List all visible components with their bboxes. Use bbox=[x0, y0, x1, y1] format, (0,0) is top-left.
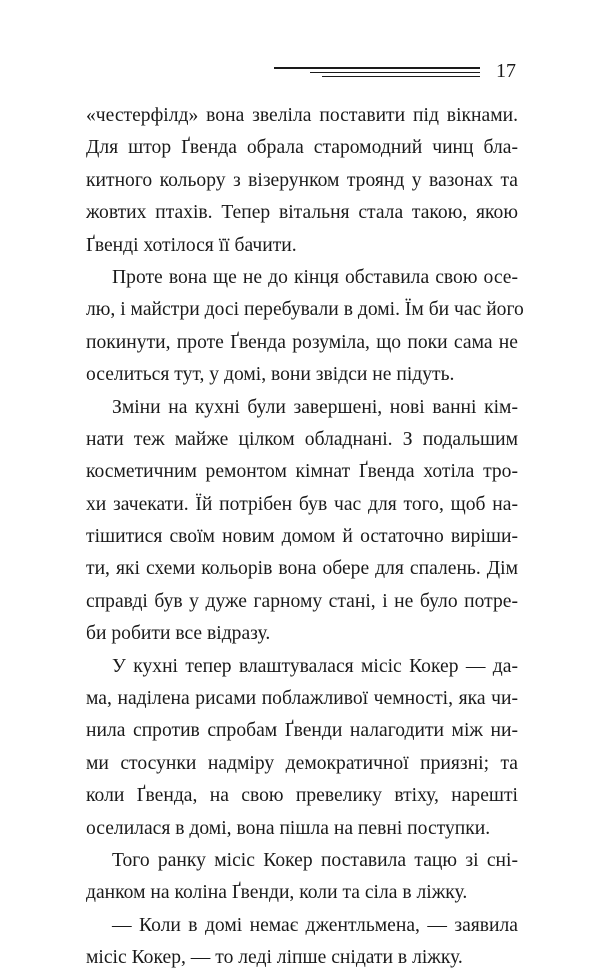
text-line: коли Ґвенда, на свою превелику втіху, нарешті bbox=[86, 785, 518, 807]
text-line: місіс Кокер, — то леді ліпше снідати в ліжку. bbox=[86, 947, 463, 969]
text-line: ми стосунки надміру демократичної приязні; та bbox=[86, 752, 518, 774]
text-line: лю, і майстри досі перебували в домі. Їм би час його bbox=[86, 299, 524, 321]
running-head bbox=[270, 58, 530, 84]
text-line: ма, наділена рисами поблажливої чемності, яка чи- bbox=[86, 688, 518, 710]
text-line: справді був у дуже гарному стані, і не було потре- bbox=[86, 590, 518, 612]
text-line: «честерфілд» вона звеліла поставити під вікнами. bbox=[86, 105, 518, 126]
text-line: ти, які схеми кольорів вона обере для спалень. Дім bbox=[86, 558, 518, 580]
text-line: Проте вона ще не до кінця обставила свою осе- bbox=[112, 266, 518, 288]
text-line: нила спротив спробам Ґвенди налагодити між ни- bbox=[86, 720, 518, 742]
text-line: Ґвенді хотілося її бачити. bbox=[86, 234, 297, 256]
text-line: покинути, проте Ґвенда розуміла, що поки сама не bbox=[86, 331, 518, 353]
text-line: оселиться тут, у домі, вони звідси не підуть. bbox=[86, 364, 455, 386]
header-rule bbox=[310, 72, 480, 73]
text-line: косметичним ремонтом кімнат Ґвенда хотіла тро- bbox=[86, 461, 518, 483]
text-line: тішитися своїм новим домом й остаточно виріши- bbox=[86, 526, 518, 548]
text-line: данком на коліна Ґвенди, коли та сіла в ліжку. bbox=[86, 882, 468, 904]
text-line: — Коли в домі немає джентльмена, — заявила bbox=[112, 914, 518, 936]
text-line: Для штор Ґвенда обрала старомодний чинц бла- bbox=[86, 137, 518, 159]
text-line: нати теж майже цілком обладнані. З подальшим bbox=[86, 428, 518, 450]
text-line: оселилася в домі, вона пішла на певні поступки. bbox=[86, 817, 491, 839]
text-line: би робити все відразу. bbox=[86, 623, 271, 645]
text-line: китного кольору з візерунком троянд у вазонах та bbox=[86, 169, 518, 191]
page-number: 17 bbox=[496, 60, 516, 82]
header-rule bbox=[274, 67, 480, 69]
body-text bbox=[86, 100, 524, 975]
text-line: У кухні тепер влаштувалася місіс Кокер — да- bbox=[112, 655, 518, 677]
text-line: Того ранку місіс Кокер поставила тацю зі сні- bbox=[112, 849, 518, 871]
text-line: жовтих птахів. Тепер вітальня стала такою, якою bbox=[86, 202, 518, 224]
text-line: хи зачекати. Їй потрібен був час для того, щоб на- bbox=[86, 493, 518, 515]
text-line: Зміни на кухні були завершені, нові ванні кім- bbox=[112, 396, 518, 418]
header-rule bbox=[322, 76, 480, 77]
